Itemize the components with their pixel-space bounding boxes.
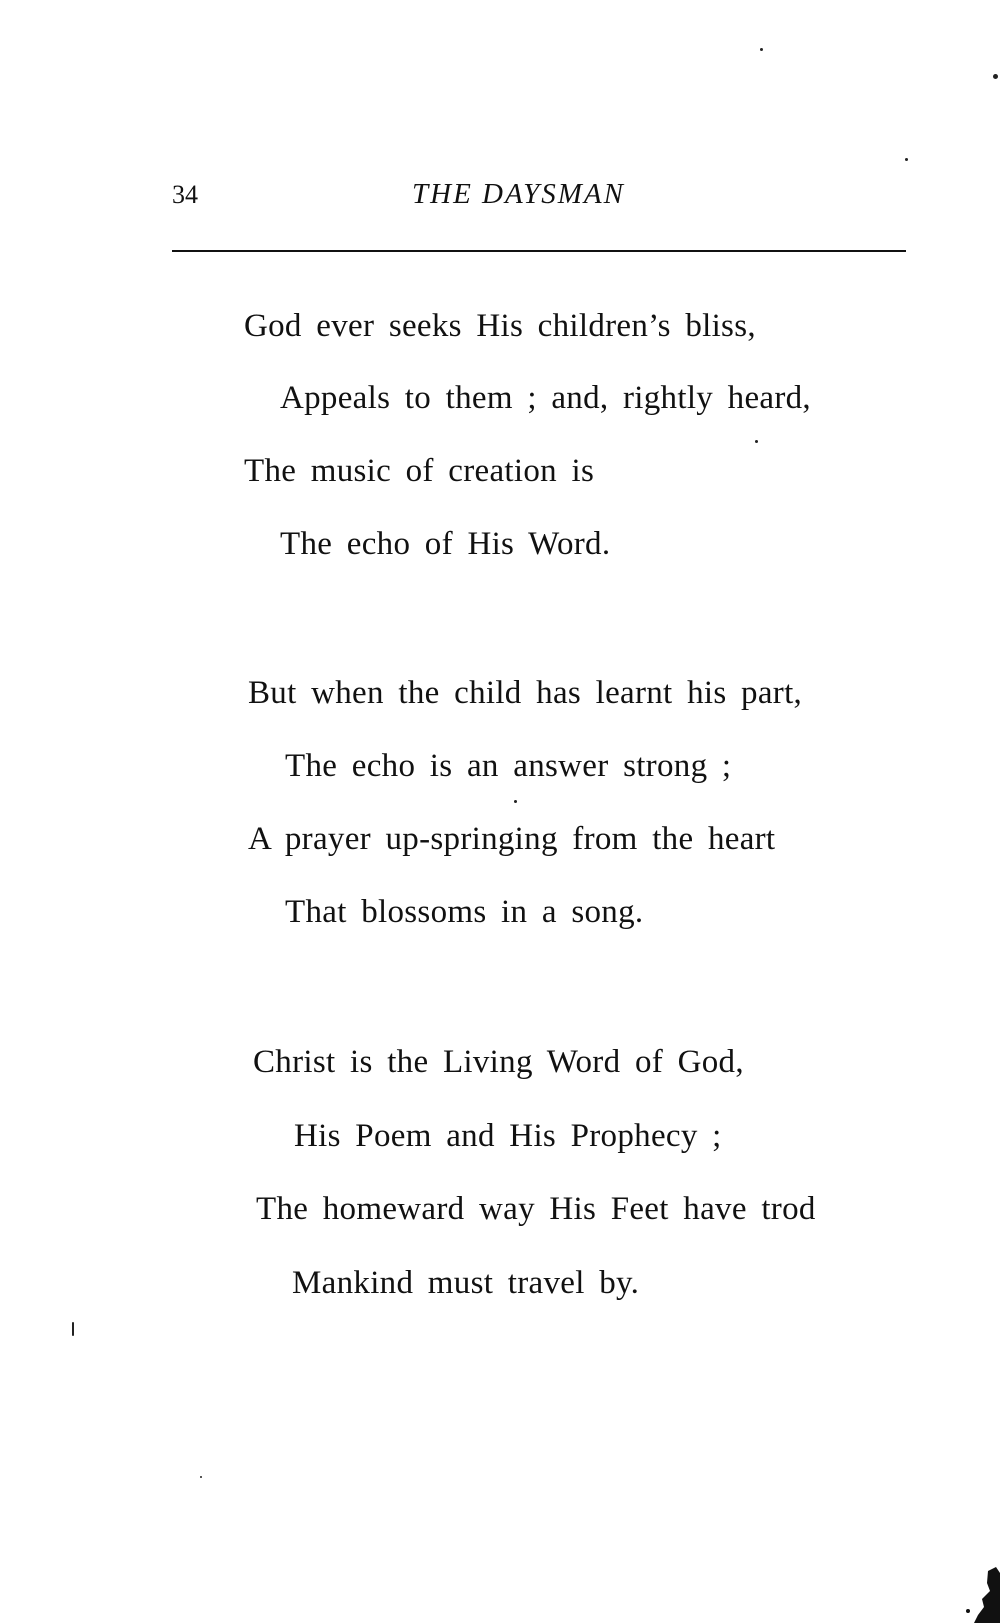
running-title: THE DAYSMAN (412, 178, 625, 210)
scan-speck (755, 440, 758, 443)
poem-line: The echo of His Word. (280, 526, 611, 562)
poem-line: Mankind must travel by. (292, 1265, 640, 1301)
scan-speck (993, 74, 998, 79)
page-number: 34 (172, 180, 198, 209)
poem-line: God ever seeks His children’s bliss, (244, 308, 756, 344)
scan-speck (905, 158, 908, 161)
poem-line: Christ is the Living Word of God, (253, 1044, 744, 1080)
poem-line: The homeward way His Feet have trod (256, 1191, 816, 1227)
poem-line: But when the child has learnt his part, (248, 675, 803, 711)
poem-line: That blossoms in a song. (285, 894, 644, 930)
poem-line: His Poem and His Prophecy ; (294, 1118, 722, 1154)
poem-line: Appeals to them ; and, rightly heard, (280, 380, 811, 416)
poem-line: The music of creation is (244, 453, 595, 489)
corner-smudge (960, 1563, 1000, 1623)
scan-speck (514, 800, 517, 803)
scan-speck (72, 1322, 74, 1336)
header-rule (172, 250, 906, 252)
scan-speck (760, 48, 763, 51)
poem-line: The echo is an answer strong ; (285, 748, 732, 784)
scan-speck (200, 1476, 202, 1478)
poem-line: A prayer up-springing from the heart (248, 821, 776, 857)
